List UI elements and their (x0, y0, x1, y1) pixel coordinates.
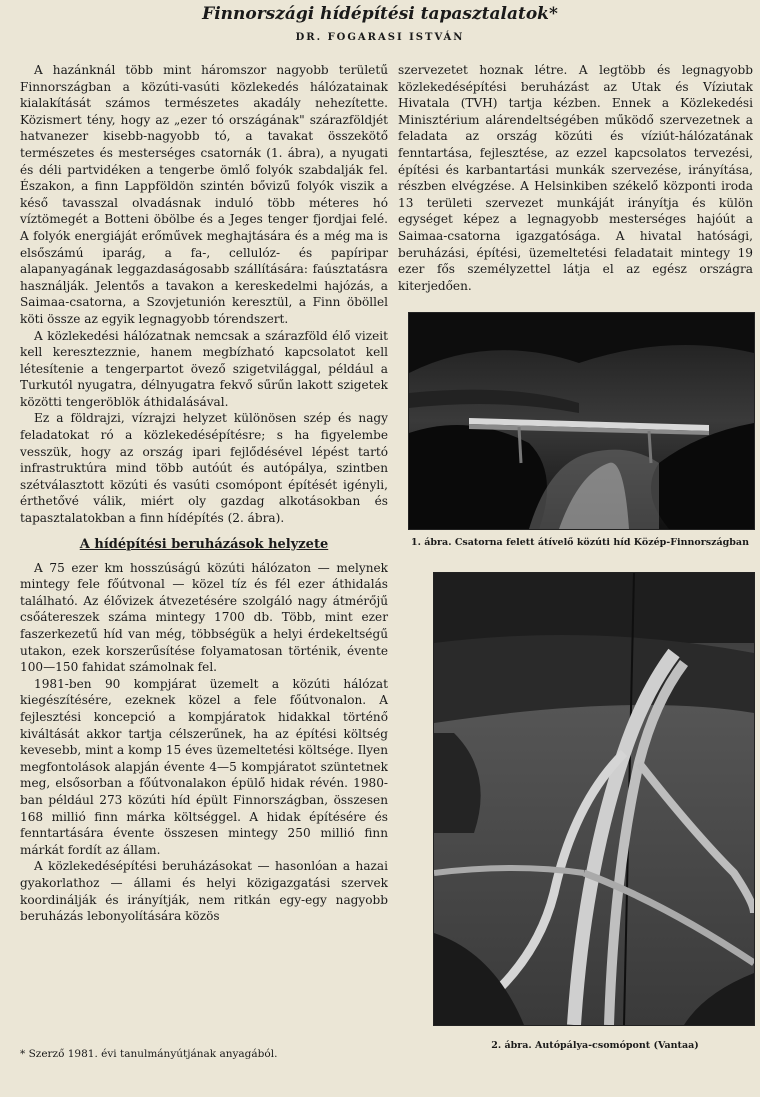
article-title: Finnországi hídépítési tapasztalatok* (202, 4, 558, 24)
paragraph-ferries: 1981-ben 90 kompjárat üzemelt a közúti hálózat kiegészítésére, ezeknek közel a fele főútvonalon. A fejlesztési koncepció a kompjáratok hidakkal történő kiváltását akkor tartja célszerűnek, ha az építési költség kevesebb, mint a komp 15 éves üzemeltetési költsége. Ilyen megfontolások alapján évente 4—5 kompjáratot szüntetnek meg, elsősorban a főútvonalakon épülő hidak révén. 1980-ban például 273 közúti híd épült Finnországban, összesen 168 millió finn márka költséggel. A hidak építésére és fenntartására évente összesen mintegy 250 millió finn márkát fordít az állam. (20, 676, 388, 857)
figure-1-photo (408, 312, 755, 530)
motorway-interchange-image (434, 573, 754, 1025)
figure-2-caption: 2. ábra. Autópálya-csomópont (Vantaa) (491, 1040, 699, 1051)
paragraph-network: A közlekedési hálózatnak nemcsak a szárazföld élő vizeit kell keresztezznie, hanem megbízható kapcsolatot kell létesítenie a tengerpartot övező szigetvilággal, például a Turkutól nyugatra, délnyugatra fekvő sűrűn lakott szigetek közötti tengeröblök áthidalásával. (20, 328, 388, 409)
left-column (20, 62, 388, 925)
figure-1-caption: 1. ábra. Csatorna felett átívelő közúti híd Közép-Finnországban (411, 537, 749, 548)
paragraph-road-network: A 75 ezer km hosszúságú közúti hálózaton — melynek mintegy fele főútvonal — közel tíz és fél ezer áthidalás található. Az élővizek átvezetésére szolgáló nagy átmérőjű csőátereszek száma mintegy 1700 db. Több, mint ezer faszerkezetű híd van még, többségük a helyi érdekeltségű utakon, ezek korszerűsítése folyamatosan történik, évente 100—150 fahidat számolnak fel. (20, 560, 388, 675)
paragraph-coordination: A közlekedésépítési beruházásokat — hasonlóan a hazai gyakorlathoz — állami és helyi közigazgatási szervek koordinálják és irányítják, nem ritkán egy-egy nagyobb beruházás lebonyolítására közös (20, 859, 388, 924)
section-heading: A hídépítési beruházások helyzete (79, 536, 329, 552)
paragraph-intro: A hazánknál több mint háromszor nagyobb területű Finnországban a közúti-vasúti közlekedés hálózatainak kialakítását számos természetes akadály nehezítette. Közismert tény, hogy az „ezer tó országának" szárazföldjét hatvanezer kisebb-nagyobb tó, a tavakat összekötő természetes és mesterséges csatornák (1. ábra), a nyugati és déli partvidéken a tengerbe ömlő folyók szabdalják fel. Északon, a finn Lappföldön szintén bővizű folyók viszik a késő tavasszal olvadásnak induló több méteres hó víztömegét a Botteni öbölbe és a Jeges tenger fjordjai felé. A folyók energiáját erőművek meghajtására és a még ma is elsőszámú iparág, a fa-, cellulóz- és papíripar alapanyagának leggazdaságosabb szállítására: faúsztatásra használják. Jelentős a tavakon a kereskedelmi hajózás, a Saimaa-csatorna, a Szovjetunión keresztül, a Finn öböllel köti össze az egyik legnagyobb tórendszert. (20, 63, 388, 326)
paragraph-tvh: szervezetet hoznak létre. A legtöbb és legnagyobb közlekedésépítési beruházást az Utak és Víziutak Hivatala (TVH) tartja kézben. Ennek a Közlekedési Minisztérium alárendeltségében működő szervezetnek a feladata az ország közúti és víziút-hálózatának fenntartása, fejlesztése, az ezzel kapcsolatos tervezési, építési és karbantartási munkák szervezése, irányítása, részben elvégzése. A Helsinkiben székelő központi iroda 13 területi szervezet munkáját irányítja és külön egységet képez a legnagyobb mesterséges hajóút a Saimaa-csatorna igazgatósága. A hivatal hatósági, beruházási, építési, üzemeltetési feladatait mintegy 19 ezer fős személyzettel látja el az egész országra kiterjedően. (398, 63, 753, 293)
article-author: DR. FOGARASI ISTVÁN (295, 32, 465, 43)
paragraph-geography: Ez a földrajzi, vízrajzi helyzet különösen szép és nagy feladatokat ró a közlekedésépítésre; s ha figyelembe vesszük, hogy az ország ipari fejlődésével lépést tartó infrastruktúra mind több autóút és autópálya, szintben szétválasztott közúti és vasúti csomópont építését igényli, érthetővé válik, miért oly gazdag alkotásokban és tapasztalatokban a finn hídépítés (2. ábra). (20, 411, 388, 526)
right-column (398, 62, 753, 294)
canal-bridge-image (409, 313, 754, 529)
footnote: * Szerző 1981. évi tanulmányútjának anyagából. (20, 1048, 278, 1060)
figure-2-photo (433, 572, 755, 1026)
